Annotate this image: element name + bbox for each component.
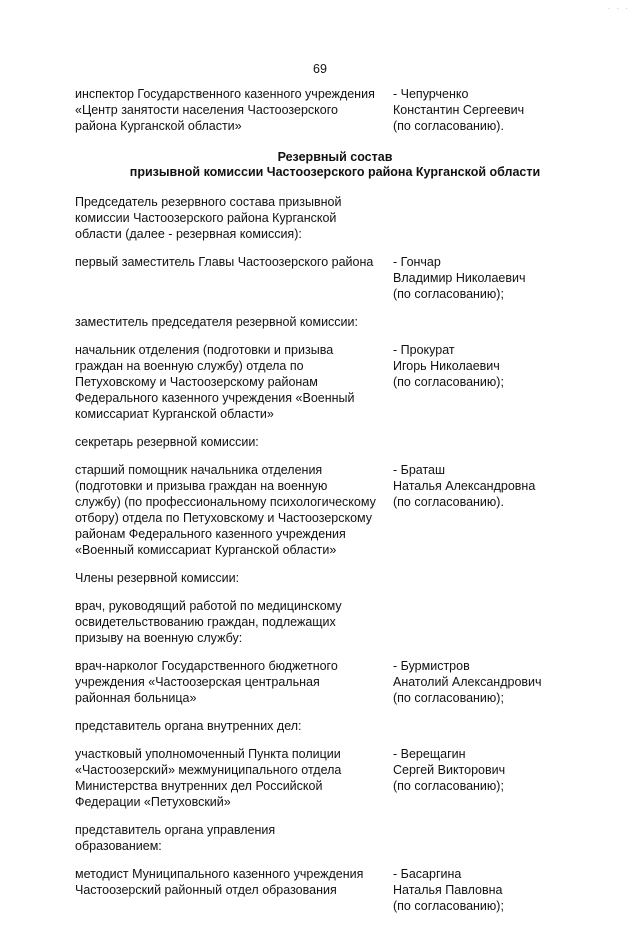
position-text: методист Муниципального казенного учреждения Частоозерский районный отдел образования (75, 867, 364, 897)
person-name: - Басаргина Наталья Павловна (по согласованию); (393, 867, 504, 913)
person-name: - Бурмистров Анатолий Александрович (по согласованию); (393, 659, 542, 705)
corner-marks: · · · (607, 4, 630, 13)
person-name: - Прокурат Игорь Николаевич (по согласованию); (393, 343, 504, 389)
doctor-label: врач, руководящий работой по медицинскому освидетельствованию граждан, подлежащих призыву на военную службу: (75, 599, 342, 645)
document-body (75, 86, 595, 926)
position-text: инспектор Государственного казенного учреждения «Центр занятости населения Частоозерского района Курганской области» (75, 87, 375, 133)
chair-intro: Председатель резервного состава призывной комиссии Частоозерского района Курганской области (далее - резервная комиссия): (75, 195, 342, 241)
entry-chair (75, 254, 595, 302)
person-name: - Верещагин Сергей Викторович (по согласованию); (393, 747, 506, 793)
section-heading: Резервный состав призывной комиссии Частоозерского района Курганской области (129, 150, 541, 179)
position-text: первый заместитель Главы Частоозерского района (75, 255, 374, 269)
deputy-label: заместитель председателя резервной комиссии: (75, 315, 358, 329)
person-name: - Браташ Наталья Александровна (по согласованию). (393, 463, 536, 509)
position-text: начальник отделения (подготовки и призыва граждан на военную службу) отдела по Петуховскому и Частоозерскому районам Федерального казенного учреждения «Военный комиссариат Курганской области» (75, 343, 355, 421)
page-number: 69 (313, 62, 327, 76)
police-label: представитель органа внутренних дел: (75, 719, 302, 733)
person-name: - Гончар Владимир Николаевич (по согласованию); (393, 255, 526, 301)
position-text: участковый уполномоченный Пункта полиции «Частоозерский» межмуниципального отдела Министерства внутренних дел Российской Федерации «Петуховский» (75, 747, 342, 809)
members-label: Члены резервной комиссии: (75, 571, 240, 585)
entry-doctor (75, 658, 595, 706)
secretary-label: секретарь резервной комиссии: (75, 435, 259, 449)
entry-secretary (75, 462, 595, 558)
person-name: - Чепурченко Константин Сергеевич (по согласованию). (393, 87, 525, 133)
entry-deputy (75, 342, 595, 422)
entry-police (75, 746, 595, 810)
position-text: старший помощник начальника отделения (подготовки и призыва граждан на военную службу) (по профессиональному психологическому отбору) отдела по Петуховскому и Частоозерскому районам Федерального казенного учреждения «Военный комиссариат Курганской области» (75, 463, 376, 557)
position-text: врач-нарколог Государственного бюджетного учреждения «Частоозерская центральная районная больница» (75, 659, 338, 705)
entry-employment-inspector (75, 86, 595, 134)
entry-education (75, 866, 595, 914)
education-label: представитель органа управления образованием: (75, 823, 276, 853)
